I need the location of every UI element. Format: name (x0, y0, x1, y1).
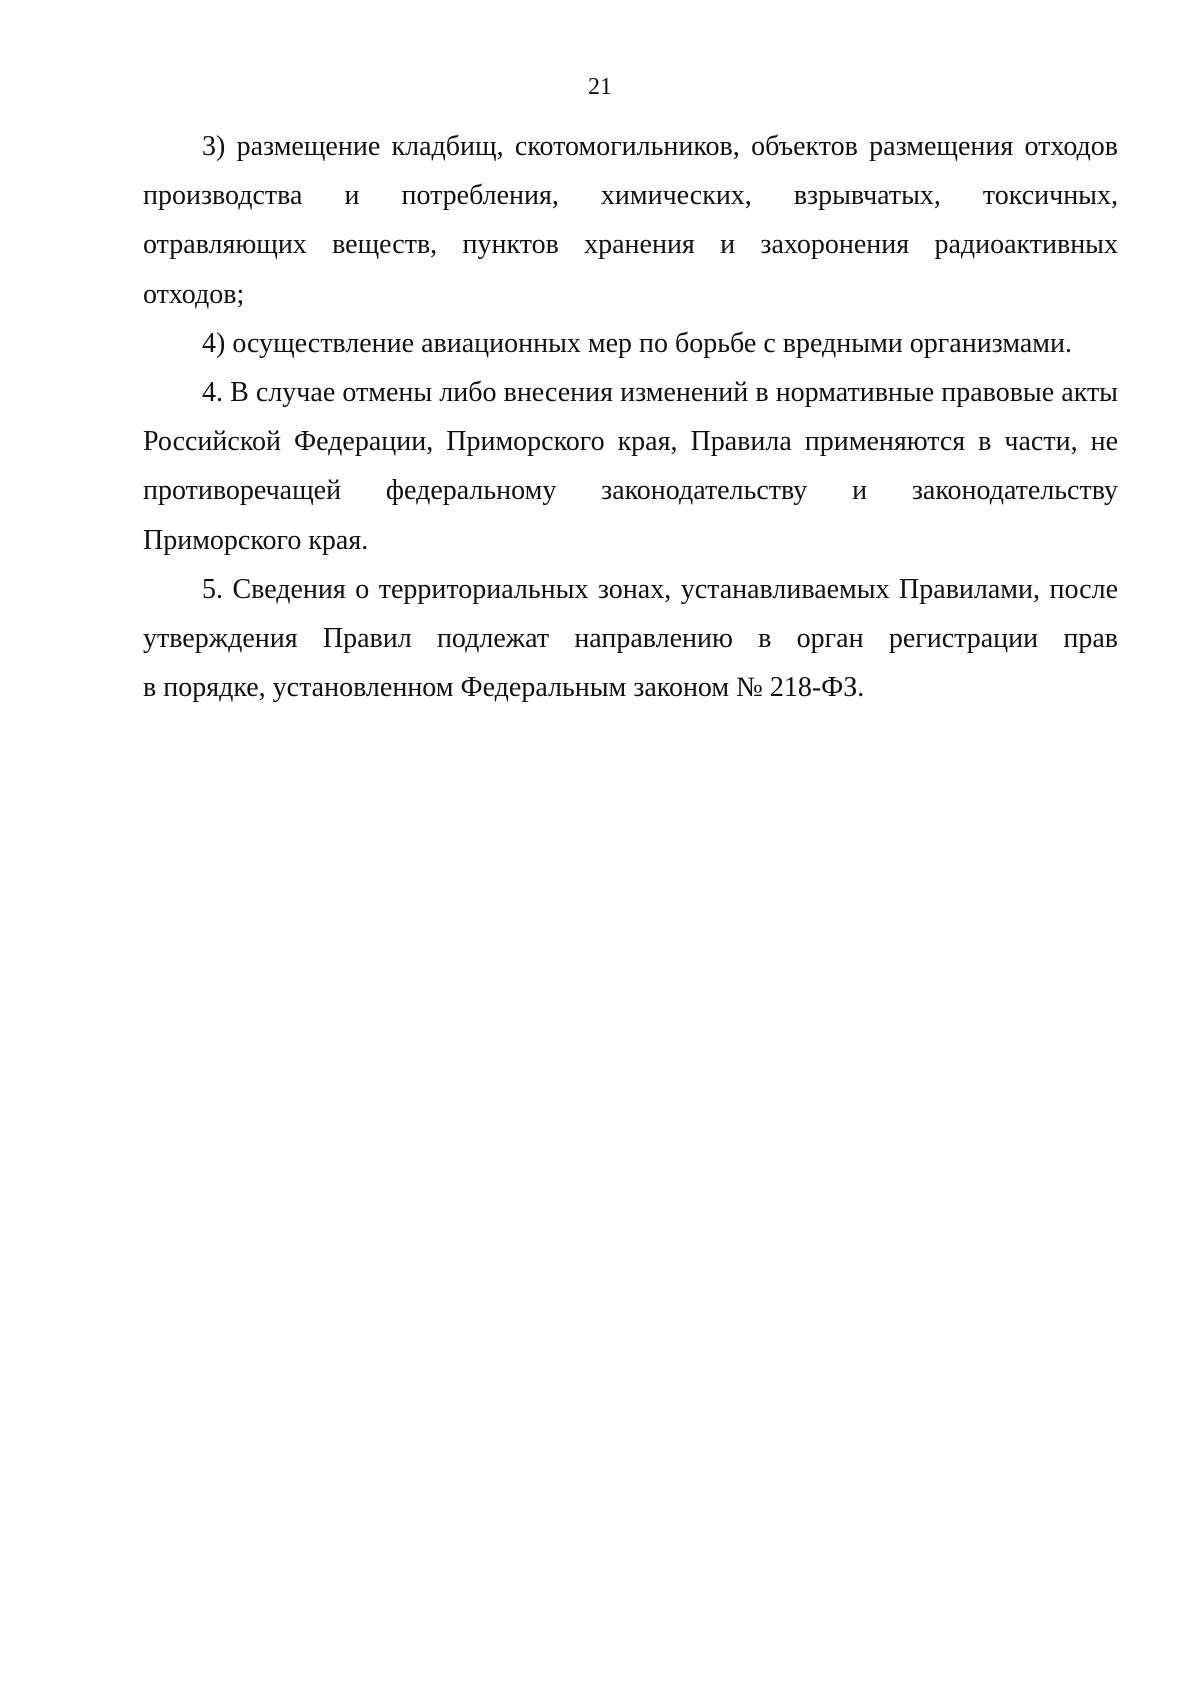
paragraph-item-3 (143, 122, 1118, 319)
document-body (143, 122, 1118, 712)
paragraph-line: 4. В случае отмены либо внесения изменений в нормативные правовые акты (202, 377, 1118, 409)
paragraph-line: отходов; (143, 278, 245, 310)
paragraph-line: Приморского края. (143, 524, 369, 556)
paragraph-line: 4) осуществление авиационных мер по борьбе с вредными организмами. (202, 327, 1072, 359)
paragraph-section-5 (143, 565, 1118, 713)
page-number: 21 (588, 74, 612, 100)
paragraph-line: противоречащей федеральному законодательству и законодательству (143, 475, 1118, 507)
paragraph-line: в порядке, установленном Федеральным законом № 218-ФЗ. (143, 672, 865, 704)
paragraph-section-4 (143, 368, 1118, 565)
paragraph-line: производства и потребления, химических, взрывчатых, токсичных, (143, 180, 1118, 212)
paragraph-item-4 (143, 319, 1118, 368)
paragraph-line: отравляющих веществ, пунктов хранения и захоронения радиоактивных (143, 229, 1118, 261)
paragraph-line: 5. Сведения о территориальных зонах, устанавливаемых Правилами, после (202, 573, 1118, 605)
paragraph-line: Российской Федерации, Приморского края, Правила применяются в части, не (143, 426, 1118, 458)
paragraph-line: утверждения Правил подлежат направлению в орган регистрации прав (143, 623, 1118, 655)
paragraph-line: 3) размещение кладбищ, скотомогильников, объектов размещения отходов (202, 131, 1118, 162)
